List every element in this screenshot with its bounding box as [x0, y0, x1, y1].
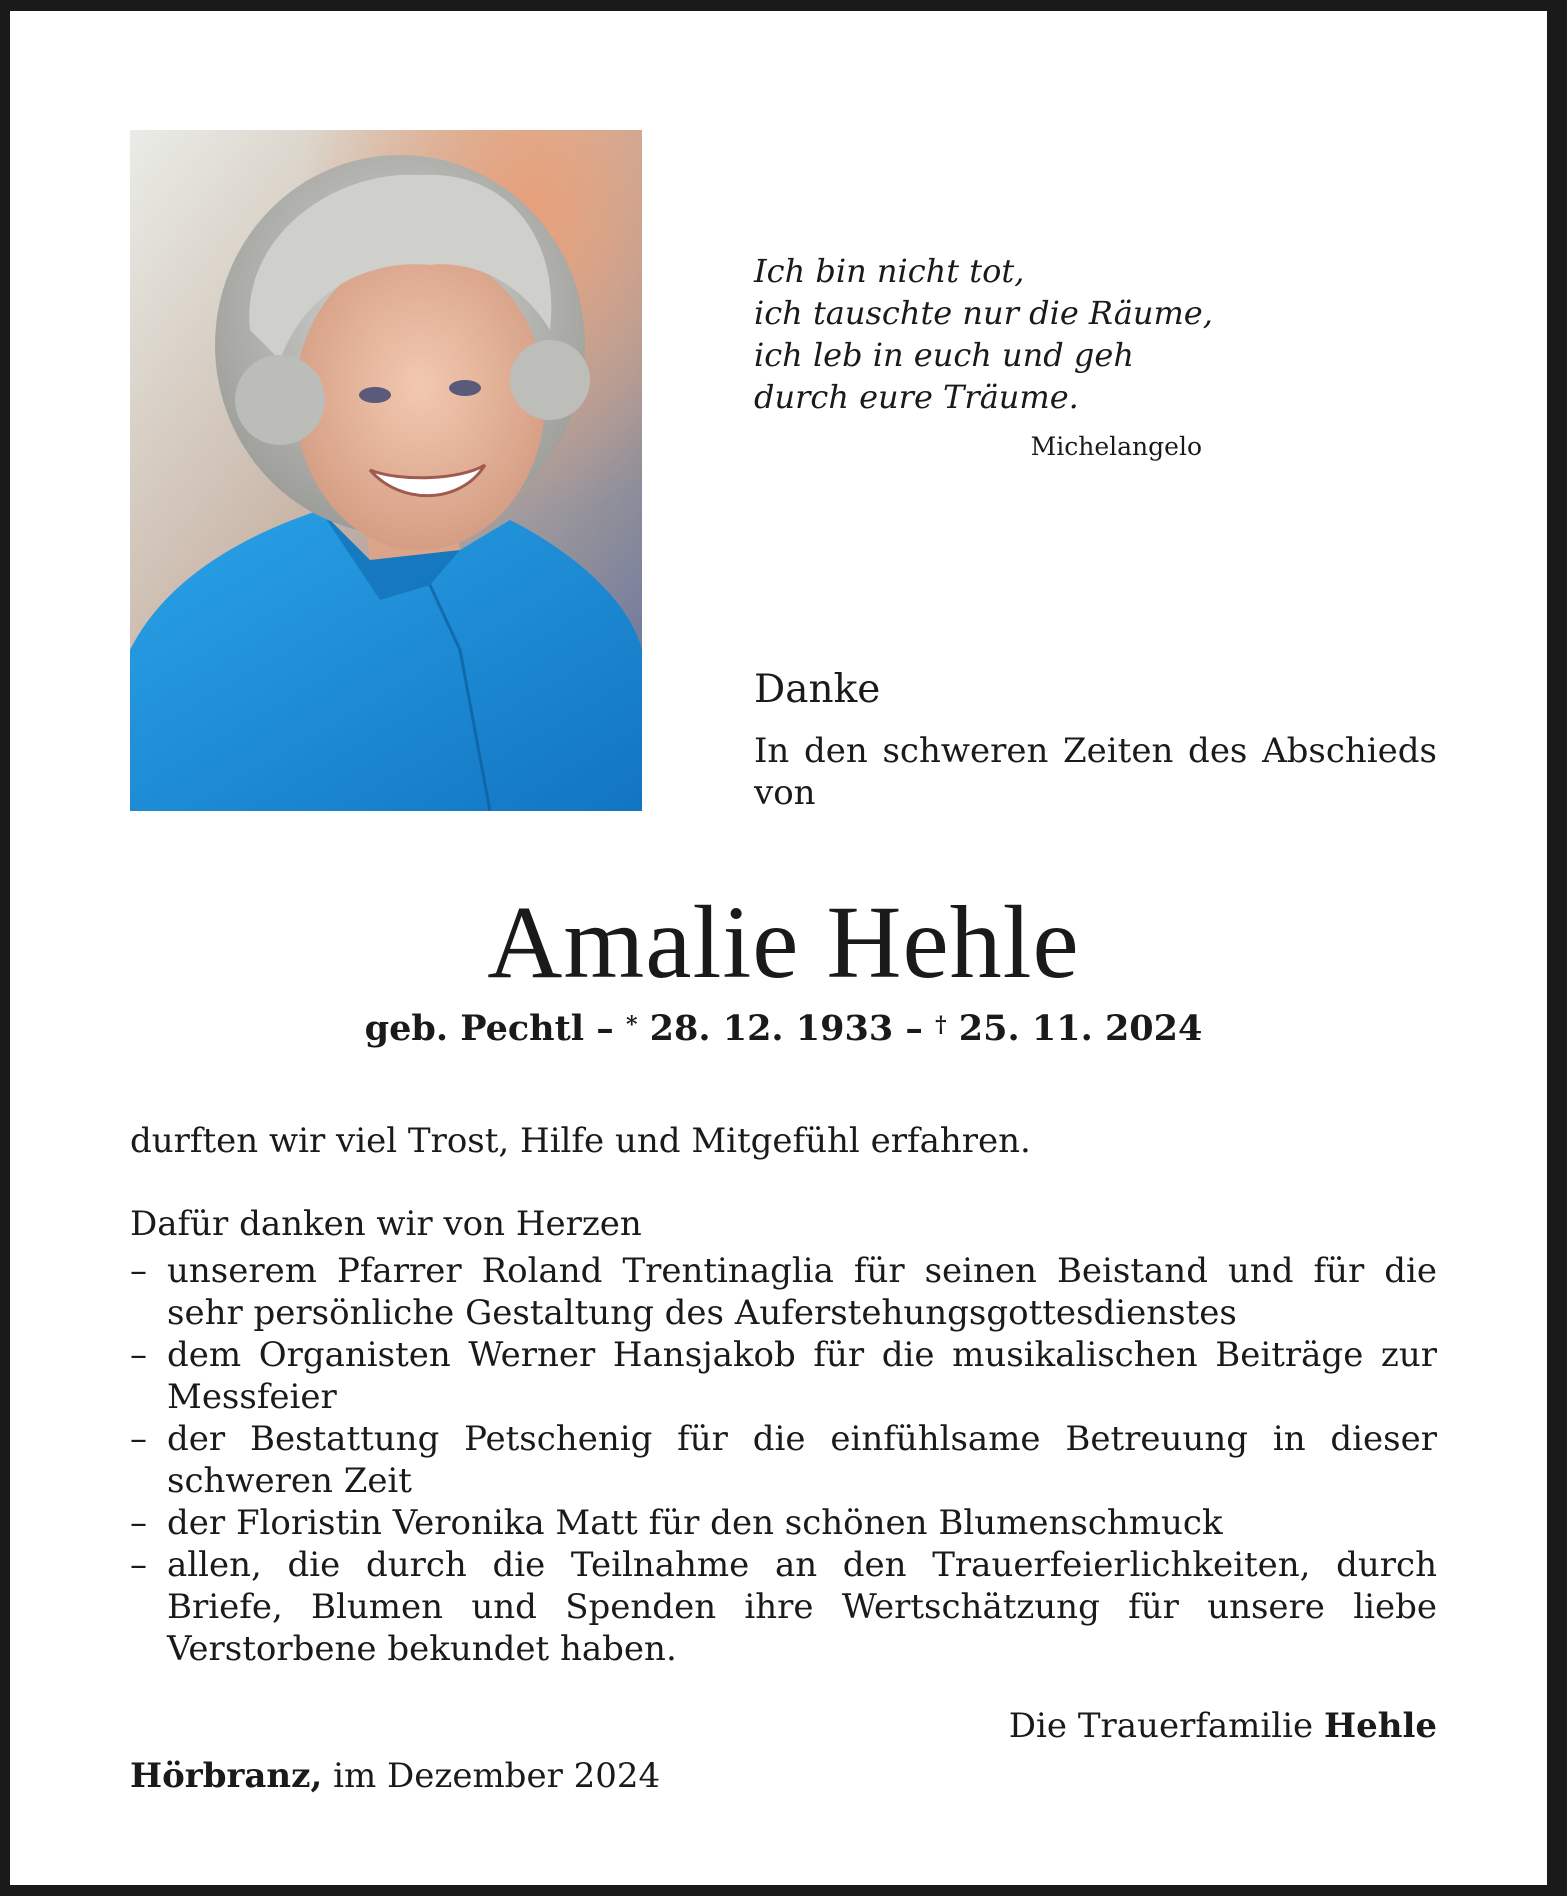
trost-paragraph: durften wir viel Trost, Hilfe und Mitgefühl erfahren. [130, 1121, 1031, 1161]
thanks-list [130, 1250, 1437, 1670]
signature [1009, 1705, 1437, 1747]
life-dates [0, 1005, 1567, 1053]
death-date: 25. 11. 2024 [958, 1008, 1203, 1049]
quote-line: Ich bin nicht tot, [754, 252, 1025, 290]
death-symbol: † [935, 1012, 947, 1038]
quote-line: ich tauschte nur die Räume, [754, 294, 1213, 332]
thanks-intro: In den schweren Zeiten des Abschieds von [754, 731, 1437, 813]
list-item: – unserem Pfarrer Roland Trentinaglia für seinen Beistand und für die sehr persönliche Gestaltung des Auferstehungsgottesdienstes [130, 1251, 1437, 1333]
thanks-title: Danke [754, 667, 881, 712]
quote-line: ich leb in euch und geh [754, 336, 1134, 374]
birth-date: 28. 12. 1933 [649, 1008, 894, 1049]
list-item-text: allen, die durch die Teilnahme an den Trauerfeierlichkeiten, durch Briefe, Blumen und Spenden ihre Wertschätzung für unsere liebe Verstorbene bekundet haben. [167, 1545, 1437, 1669]
deceased-name: Amalie Hehle [487, 885, 1080, 1000]
place-date-text: im Dezember 2024 [333, 1756, 661, 1796]
list-item: – allen, die durch die Teilnahme an den Trauerfeierlichkeiten, durch Briefe, Blumen und Spenden ihre Wertschätzung für unsere liebe Verstorbene bekundet haben. [130, 1545, 1437, 1669]
signature-family: Hehle [1323, 1706, 1437, 1746]
dash: – [905, 1008, 936, 1049]
quote-line: durch eure Träume. [754, 378, 1079, 416]
quote [754, 250, 1274, 461]
portrait-photo [130, 130, 642, 811]
list-item-text: unserem Pfarrer Roland Trentinaglia für seinen Beistand und für die sehr persönliche Gestaltung des Auferstehungsgottesdienstes [167, 1251, 1437, 1333]
list-item-text: der Bestattung Petschenig für die einfühlsame Betreuung in dieser schweren Zeit [167, 1419, 1437, 1501]
quote-author: Michelangelo [1030, 432, 1202, 461]
list-item: – der Floristin Veronika Matt für den schönen Blumenschmuck [130, 1503, 1223, 1543]
birth-name: geb. Pechtl [364, 1008, 585, 1049]
dash: – [596, 1008, 626, 1049]
list-item: – dem Organisten Werner Hansjakob für die musikalischen Beiträge zur Messfeier [130, 1335, 1437, 1417]
birth-symbol: * [625, 1012, 638, 1038]
place-date [130, 1755, 660, 1797]
signature-prefix: Die Trauerfamilie [1008, 1706, 1314, 1746]
list-item-text: der Floristin Veronika Matt für den schönen Blumenschmuck [167, 1503, 1223, 1543]
list-item-text: dem Organisten Werner Hansjakob für die musikalischen Beiträge zur Messfeier [167, 1335, 1437, 1417]
list-item: – der Bestattung Petschenig für die einfühlsame Betreuung in dieser schweren Zeit [130, 1419, 1437, 1501]
thanks-paragraph: Dafür danken wir von Herzen [130, 1204, 642, 1244]
place-town: Hörbranz, [130, 1756, 323, 1796]
